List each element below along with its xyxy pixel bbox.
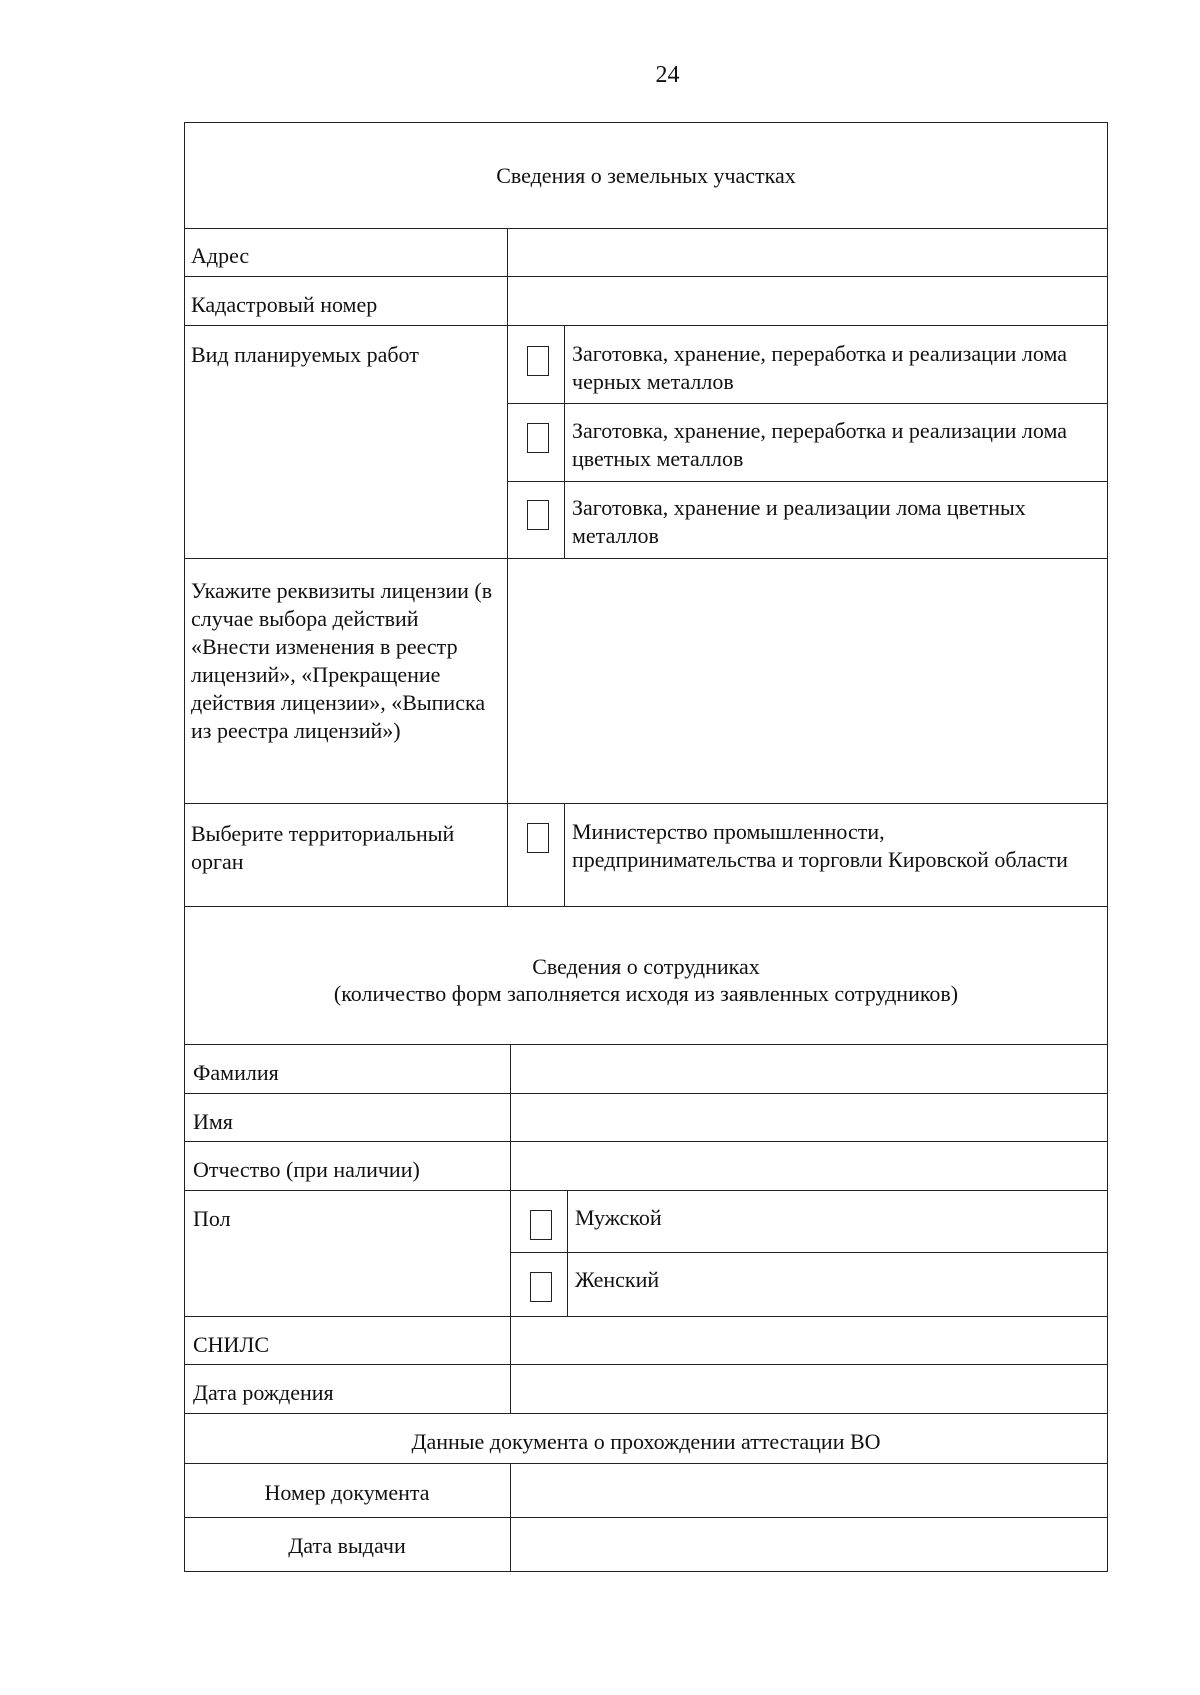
staff-section-title: Сведения о сотрудниках <box>532 954 760 979</box>
doc-number-field[interactable] <box>512 1465 1106 1516</box>
staff-section-subtitle: (количество форм заполняется исходя из заявленных сотрудников) <box>333 981 959 1006</box>
gender-male-checkbox[interactable] <box>530 1210 552 1240</box>
page-number: 24 <box>655 62 680 88</box>
issue-date-label: Дата выдачи <box>288 1533 406 1558</box>
surname-field[interactable] <box>512 1046 1106 1092</box>
territorial-option-checkbox[interactable] <box>527 823 549 853</box>
birthdate-label: Дата рождения <box>193 1380 334 1405</box>
gender-label: Пол <box>193 1206 231 1231</box>
patronymic-field[interactable] <box>512 1143 1106 1189</box>
issue-date-field[interactable] <box>512 1519 1106 1570</box>
patronymic-label: Отчество (при наличии) <box>193 1157 420 1182</box>
gender-female-checkbox[interactable] <box>530 1272 552 1302</box>
territorial-label: Выберите территориальный орган <box>191 821 455 874</box>
works-option-1-label: Заготовка, хранение, переработка и реализации лома черных металлов <box>572 341 1068 394</box>
works-option-3-label: Заготовка, хранение и реализации лома цветных металлов <box>572 495 1026 548</box>
territorial-option-label: Министерство промышленности, предпринимательства и торговли Кировской области <box>572 819 1068 872</box>
gender-female-label: Женский <box>575 1267 660 1292</box>
snils-label: СНИЛС <box>193 1332 270 1357</box>
snils-field[interactable] <box>512 1318 1106 1363</box>
license-field[interactable] <box>509 560 1106 802</box>
works-option-1-checkbox[interactable] <box>527 346 549 376</box>
works-option-2-checkbox[interactable] <box>527 423 549 453</box>
works-option-2-label: Заготовка, хранение, переработка и реализации лома цветных металлов <box>572 418 1068 471</box>
works-label: Вид планируемых работ <box>191 342 419 367</box>
birthdate-field[interactable] <box>512 1366 1106 1412</box>
license-label: Укажите реквизиты лицензии (в случае выбора действий «Внести изменения в реестр лицензий», «Прекращение действия лицензии», «Выписка из реестра лицензий») <box>191 578 493 743</box>
name-field[interactable] <box>512 1095 1106 1140</box>
cadastral-label: Кадастровый номер <box>191 292 378 317</box>
gender-male-label: Мужской <box>575 1205 662 1230</box>
doc-number-label: Номер документа <box>264 1480 430 1505</box>
land-section-title: Сведения о земельных участках <box>496 163 796 188</box>
surname-label: Фамилия <box>193 1060 279 1085</box>
attestation-section-title: Данные документа о прохождении аттестации ВО <box>411 1429 881 1454</box>
address-label: Адрес <box>191 243 250 268</box>
name-label: Имя <box>193 1109 233 1134</box>
address-field[interactable] <box>509 230 1106 275</box>
works-option-3-checkbox[interactable] <box>527 500 549 530</box>
cadastral-field[interactable] <box>509 278 1106 324</box>
